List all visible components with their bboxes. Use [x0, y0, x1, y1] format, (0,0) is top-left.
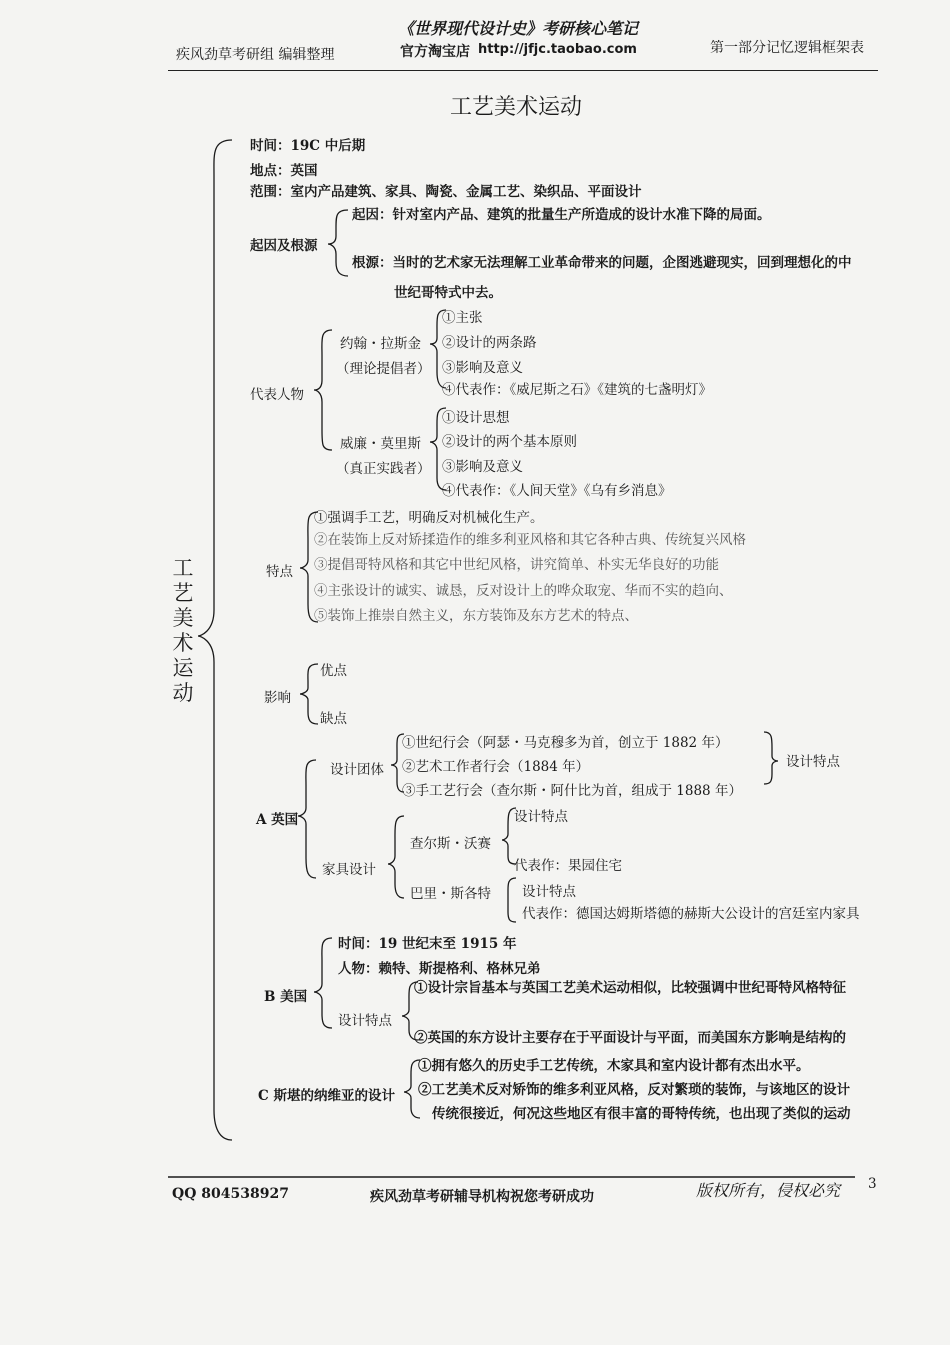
header-shop-label: 官方淘宝店 — [400, 44, 470, 60]
scandinavia-item: ①拥有悠久的历史手工艺传统，木家具和室内设计都有杰出水平。 — [418, 1058, 810, 1074]
ruskin-role: （理论提倡者） — [336, 361, 431, 377]
morris-item: ②设计的两个基本原则 — [442, 434, 577, 450]
voysey-name: 查尔斯・沃赛 — [410, 836, 491, 852]
usa-people: 人物：赖特、斯提格利、格林兄弟 — [338, 961, 541, 977]
morris-item: ③影响及意义 — [442, 459, 523, 475]
morris-item: ④代表作：《人间天堂》《乌有乡消息》 — [442, 483, 672, 499]
feature-item: ④主张设计的诚实、诚恳，反对设计上的哗众取宠、华而不实的趋向、 — [314, 583, 733, 599]
england-brace — [298, 760, 316, 878]
group-item: ②艺术工作者行会（1884 年） — [402, 759, 590, 775]
people-brace — [314, 330, 332, 450]
header-left: 疾风劲草考研组 编辑整理 — [176, 47, 335, 63]
people-label: 代表人物 — [250, 387, 304, 403]
origin-brace — [328, 210, 348, 276]
england-label: A 英国 — [256, 812, 299, 828]
feature-item: ③提倡哥特风格和其它中世纪风格，讲究简单、朴实无华良好的功能 — [314, 557, 719, 573]
usa-feature: ①设计宗旨基本与英国工艺美术运动相似，比较强调中世纪哥特风格特征 — [414, 980, 846, 996]
usa-brace — [314, 938, 332, 1028]
origin-label: 起因及根源 — [250, 238, 318, 254]
feature-item: ②在装饰上反对矫揉造作的维多利亚风格和其它各种古典、传统复兴风格 — [314, 532, 746, 548]
header-right: 第一部分记忆逻辑框架表 — [710, 40, 864, 56]
header-book-title: 《世界现代设计史》考研核心笔记 — [398, 19, 639, 38]
basics-time: 时间：19C 中后期 — [250, 138, 366, 154]
footer-center: 疾风劲草考研辅导机构祝您考研成功 — [370, 1189, 594, 1205]
ruskin-item: ①主张 — [442, 310, 483, 326]
furniture-label: 家具设计 — [322, 862, 376, 878]
group-item: ③手工艺行会（查尔斯・阿什比为首，组成于 1888 年） — [402, 783, 742, 799]
influence-brace — [300, 664, 318, 724]
groups-right-brace — [764, 732, 778, 784]
scandinavia-label: C 斯堪的纳维亚的设计 — [258, 1088, 395, 1104]
voysey-feature: 设计特点 — [514, 809, 568, 825]
ruskin-item: ③影响及意义 — [442, 360, 523, 376]
morris-item: ①设计思想 — [442, 410, 510, 426]
groups-label: 设计团体 — [330, 762, 384, 778]
feature-item: ①强调手工艺，明确反对机械化生产。 — [314, 510, 544, 526]
scott-brace — [508, 878, 516, 922]
scott-feature: 设计特点 — [522, 884, 576, 900]
usa-label: B 美国 — [264, 989, 308, 1005]
ruskin-item: ④代表作：《威尼斯之石》《建筑的七盏明灯》 — [442, 382, 712, 398]
header-shop-url[interactable]: http://jfjc.taobao.com — [478, 42, 637, 57]
footer-qq: QQ 804538927 — [172, 1186, 289, 1202]
scandinavia-item: ②工艺美术反对矫饰的维多利亚风格，反对繁琐的装饰，与该地区的设计 — [418, 1082, 850, 1098]
groups-note: 设计特点 — [786, 754, 840, 770]
footer-right: 版权所有，侵权必究 — [696, 1181, 841, 1200]
feature-item: ⑤装饰上推崇自然主义，东方装饰及东方艺术的特点、 — [314, 608, 638, 624]
voysey-work: 代表作：果园住宅 — [514, 858, 622, 874]
influence-pro: 优点 — [320, 663, 347, 679]
usa-time: 时间：19 世纪末至 1915 年 — [338, 936, 517, 952]
origin-root-line2: 世纪哥特式中去。 — [394, 285, 502, 301]
root-label: 工 艺 美 术 运 动 — [172, 556, 194, 705]
usa-feature-label: 设计特点 — [338, 1013, 392, 1029]
basics-scope: 范围：室内产品建筑、家具、陶瓷、金属工艺、染织品、平面设计 — [250, 184, 642, 200]
origin-cause: 起因：针对室内产品、建筑的批量生产所造成的设计水准下降的局面。 — [352, 207, 771, 223]
ruskin-name: 约翰・拉斯金 — [340, 336, 421, 352]
influence-con: 缺点 — [320, 711, 347, 727]
influence-label: 影响 — [264, 690, 291, 706]
scott-name: 巴里・斯各特 — [410, 886, 491, 902]
scandinavia-item: 传统很接近，何况这些地区有很丰富的哥特传统，也出现了类似的运动 — [432, 1106, 851, 1122]
scott-work: 代表作：德国达姆斯塔德的赫斯大公设计的宫廷室内家具 — [522, 906, 860, 922]
usa-feature: ②英国的东方设计主要存在于平面设计与平面，而美国东方影响是结构的 — [414, 1030, 846, 1046]
morris-role: （真正实践者） — [336, 461, 431, 477]
ruskin-item: ②设计的两条路 — [442, 335, 537, 351]
page-number: 3 — [868, 1176, 877, 1192]
group-item: ①世纪行会（阿瑟・马克穆多为首，创立于 1882 年） — [402, 735, 729, 751]
furniture-brace — [388, 816, 404, 898]
features-label: 特点 — [266, 564, 293, 580]
morris-name: 威廉・莫里斯 — [340, 436, 421, 452]
origin-root-line1: 根源：当时的艺术家无法理解工业革命带来的问题，企图逃避现实，回到理想化的中 — [352, 255, 852, 271]
root-brace — [198, 140, 232, 1140]
basics-place: 地点：英国 — [250, 163, 318, 179]
page-title: 工艺美术运动 — [450, 95, 583, 120]
